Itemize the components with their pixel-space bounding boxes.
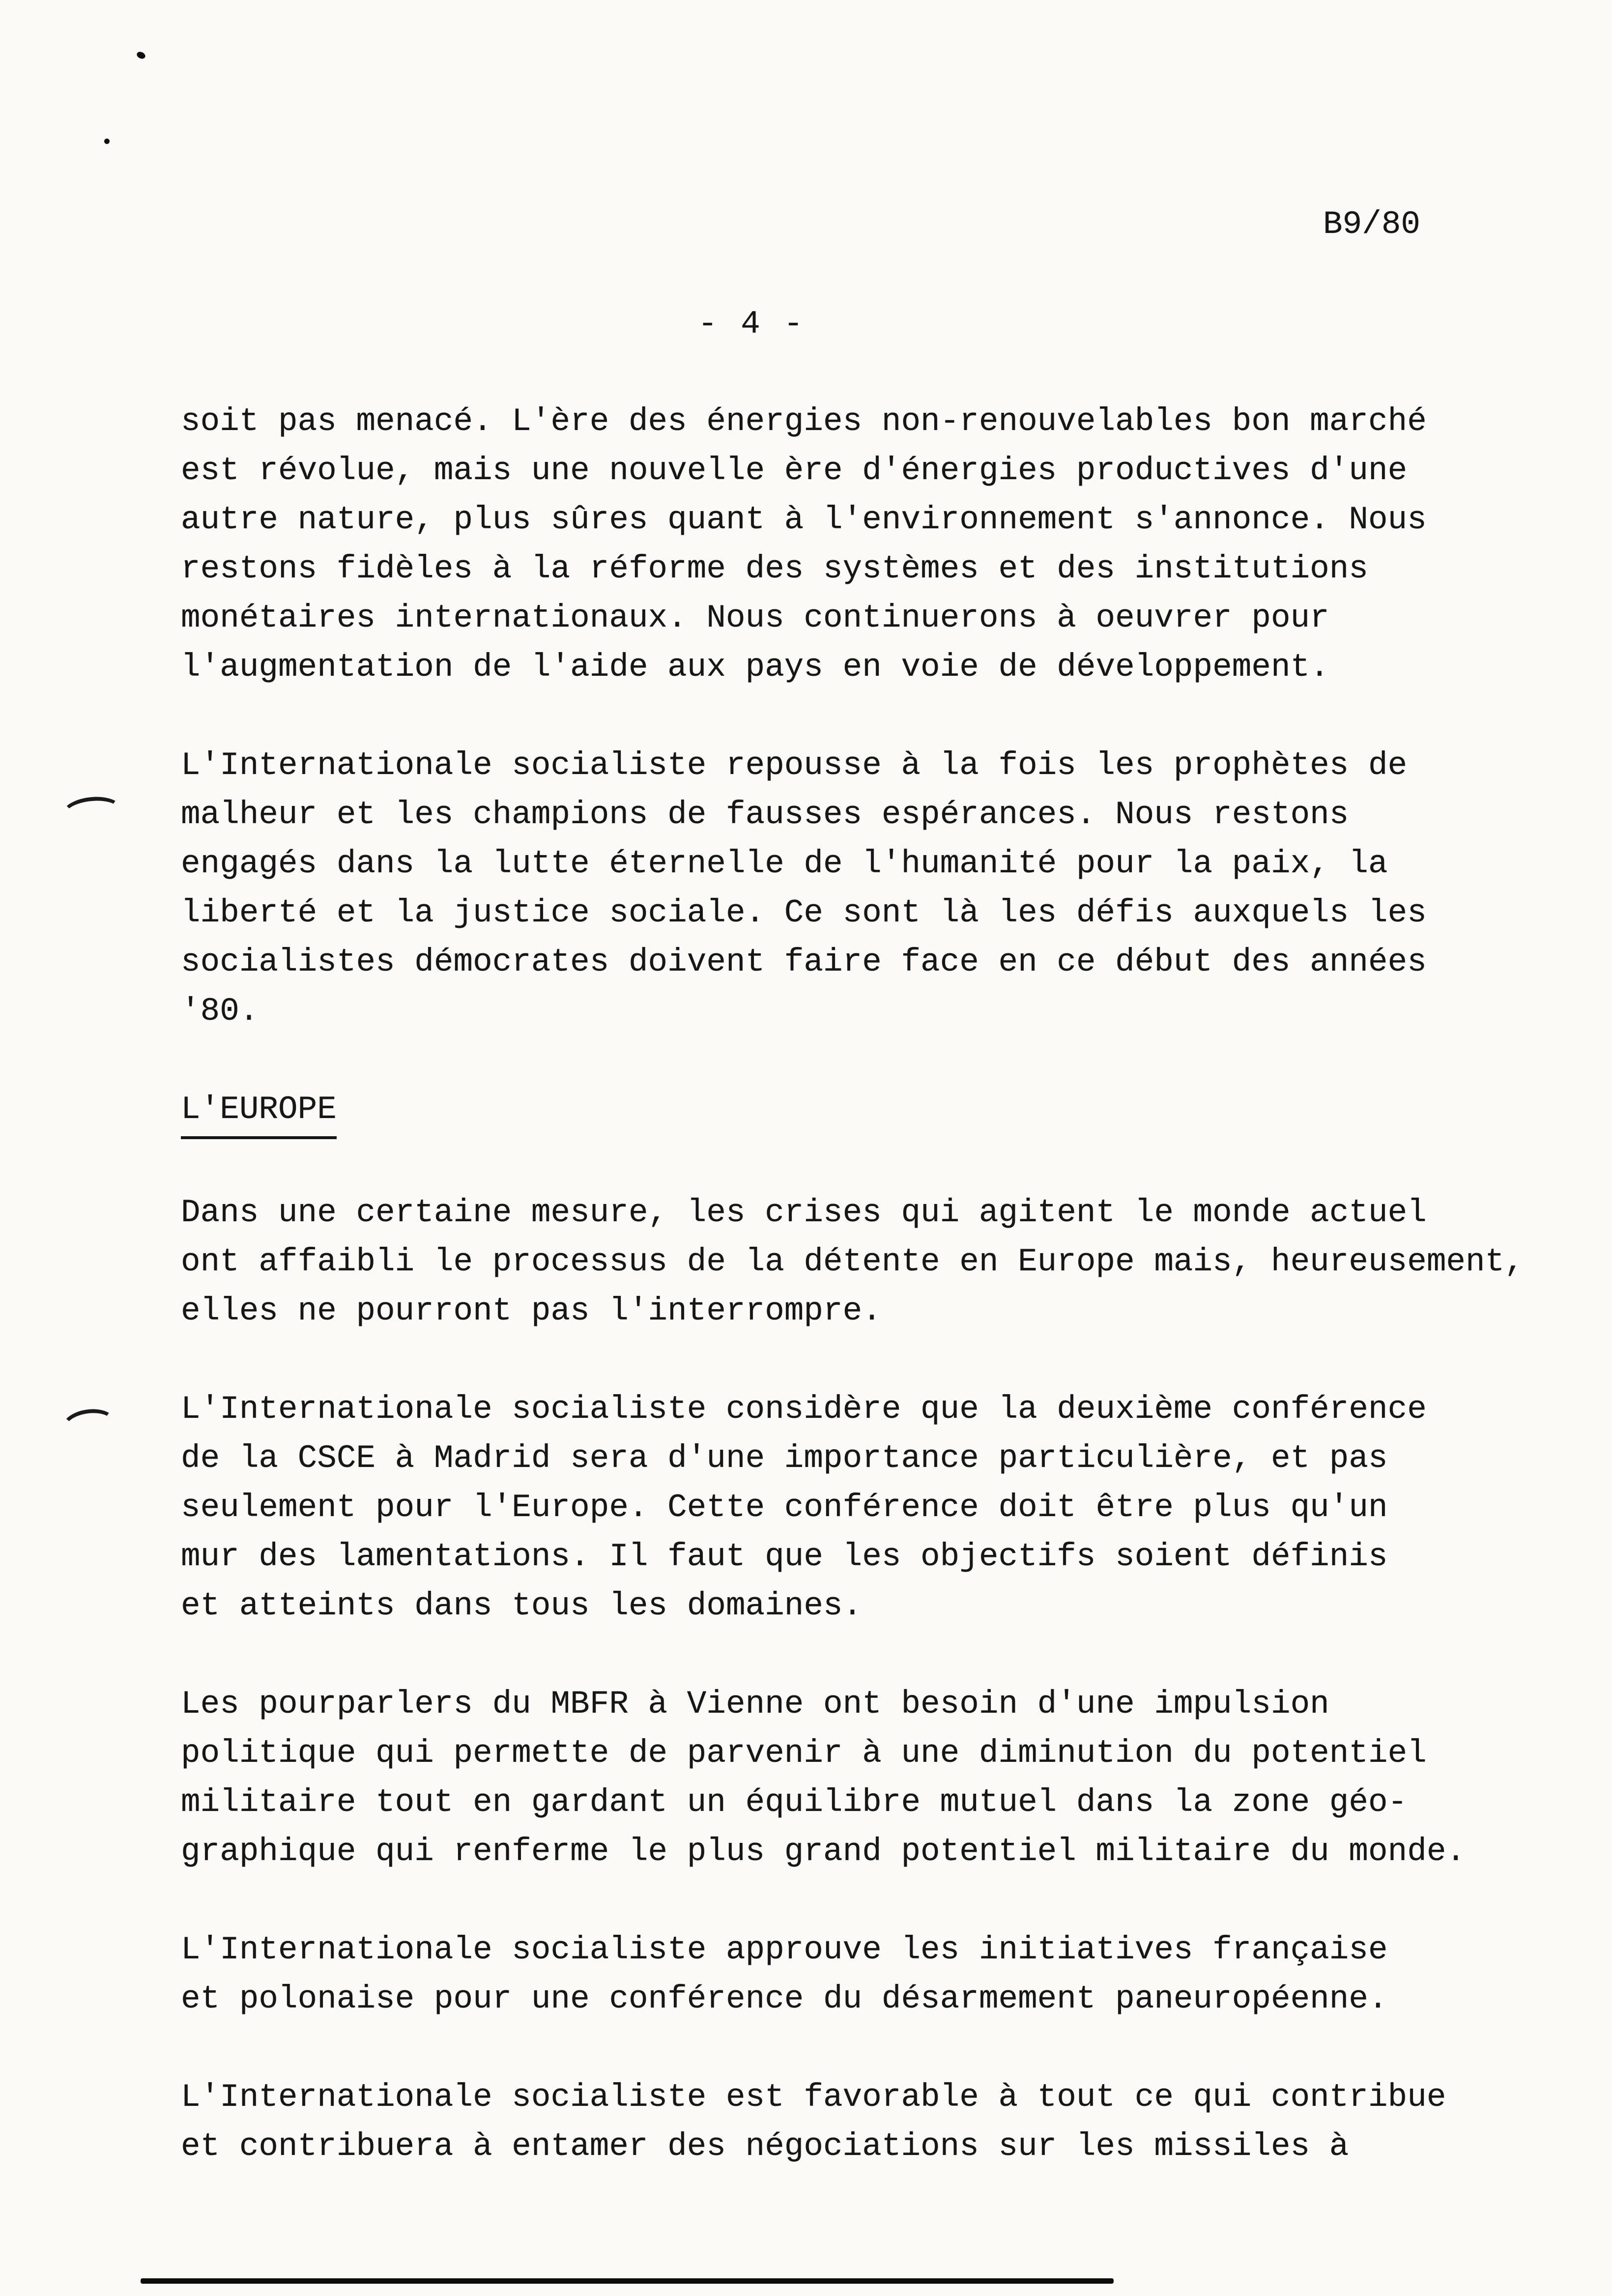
text-line: mur des lamentations. Il faut que les objectifs soient définis	[181, 1538, 1388, 1575]
text-line: L'Internationale socialiste approuve les initiatives française	[181, 1931, 1388, 1968]
text-line: de la CSCE à Madrid sera d'une importance particulière, et pas	[181, 1440, 1388, 1477]
text-line: autre nature, plus sûres quant à l'environnement s'annonce. Nous	[181, 501, 1427, 538]
paragraph	[181, 1385, 1586, 1631]
scan-speck	[136, 51, 146, 60]
section-heading	[181, 1085, 1586, 1139]
text-line: L'Internationale socialiste considère que la deuxième conférence	[181, 1391, 1427, 1428]
page-number: - 4 -	[698, 306, 806, 343]
text-line: seulement pour l'Europe. Cette conférence doit être plus qu'un	[181, 1489, 1388, 1526]
text-line: L'Internationale socialiste est favorable à tout ce qui contribue	[181, 2079, 1446, 2116]
text-line: engagés dans la lutte éternelle de l'humanité pour la paix, la	[181, 845, 1388, 882]
text-line: Dans une certaine mesure, les crises qui agitent le monde actuel	[181, 1194, 1427, 1231]
text-line: soit pas menacé. L'ère des énergies non-renouvelables bon marché	[181, 403, 1427, 440]
text-line: Les pourparlers du MBFR à Vienne ont besoin d'une impulsion	[181, 1686, 1329, 1722]
text-line: est révolue, mais une nouvelle ère d'énergies productives d'une	[181, 452, 1408, 489]
paragraph	[181, 397, 1586, 692]
text-line: monétaires internationaux. Nous continuerons à oeuvrer pour	[181, 600, 1329, 636]
document-body	[181, 397, 1586, 2220]
paragraph	[181, 741, 1586, 1036]
text-line: socialistes démocrates doivent faire face en ce début des années	[181, 944, 1427, 980]
text-line: et contribuera à entamer des négociations sur les missiles à	[181, 2128, 1349, 2165]
paragraph	[181, 2073, 1586, 2171]
paragraph	[181, 1925, 1586, 2024]
scan-line	[141, 2278, 1114, 2284]
text-line: et atteints dans tous les domaines.	[181, 1587, 863, 1624]
text-line: liberté et la justice sociale. Ce sont là les défis auxquels les	[181, 894, 1427, 931]
text-line: graphique qui renferme le plus grand potentiel militaire du monde.	[181, 1833, 1466, 1870]
text-line: l'augmentation de l'aide aux pays en voie de développement.	[181, 649, 1329, 686]
paragraph	[181, 1188, 1586, 1336]
text-line: L'Internationale socialiste repousse à la fois les prophètes de	[181, 747, 1408, 784]
section-heading-text: L'EUROPE	[181, 1085, 337, 1139]
pen-mark	[60, 1406, 118, 1445]
text-line: militaire tout en gardant un équilibre mutuel dans la zone géo-	[181, 1784, 1408, 1821]
text-line: et polonaise pour une conférence du désarmement paneuropéenne.	[181, 1980, 1388, 2017]
pen-mark	[60, 794, 123, 830]
scan-speck	[104, 139, 110, 144]
text-line: ont affaibli le processus de la détente en Europe mais, heureusement,	[181, 1243, 1524, 1280]
document-ref: B9/80	[1323, 206, 1421, 243]
text-line: politique qui permette de parvenir à une diminution du potentiel	[181, 1735, 1427, 1772]
text-line: elles ne pourront pas l'interrompre.	[181, 1292, 882, 1329]
text-line: '80.	[181, 993, 259, 1030]
text-line: restons fidèles à la réforme des systèmes et des institutions	[181, 550, 1368, 587]
text-line: malheur et les champions de fausses espérances. Nous restons	[181, 796, 1349, 833]
paragraph	[181, 1680, 1586, 1876]
